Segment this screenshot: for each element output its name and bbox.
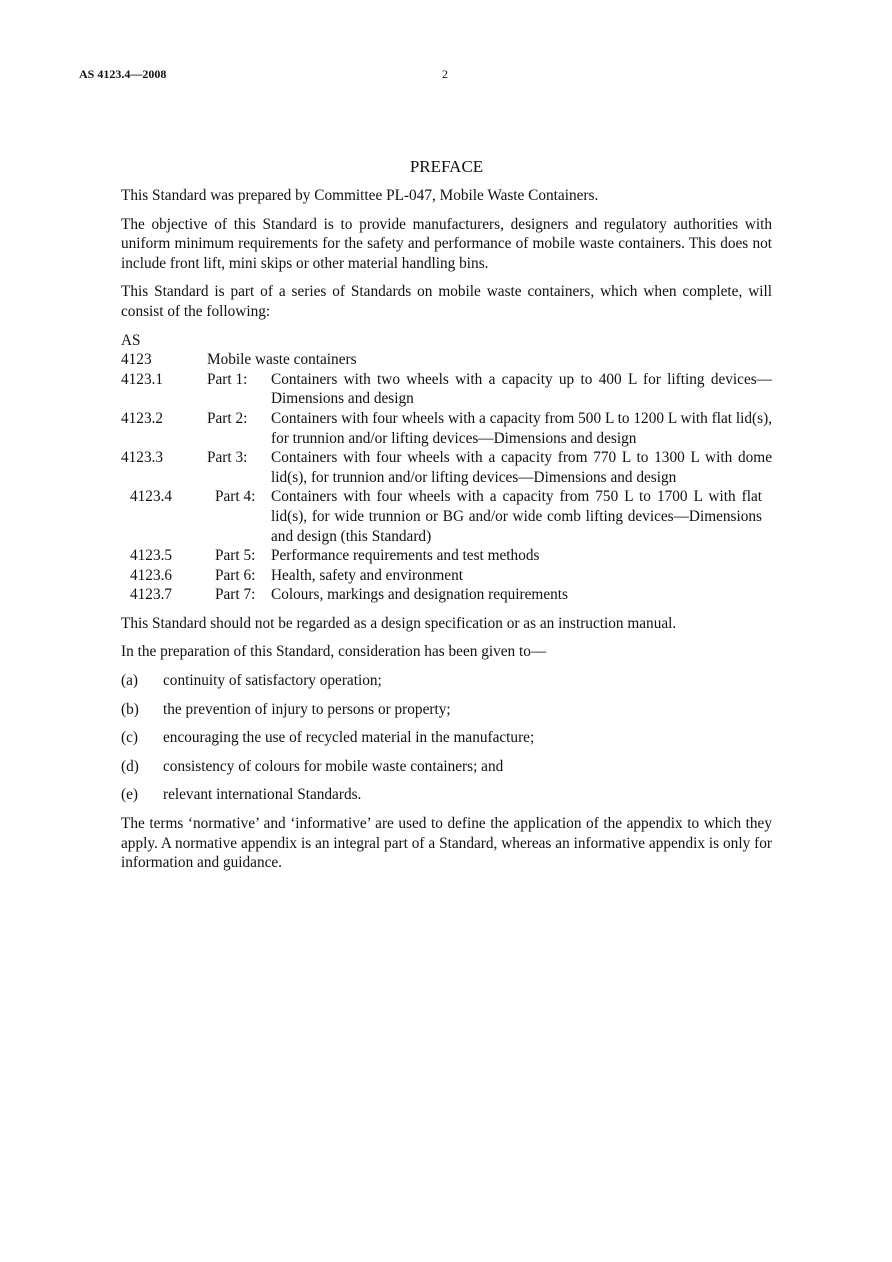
standard-description: Colours, markings and designation requirements	[271, 586, 568, 604]
standard-part: Part 1:	[207, 370, 248, 388]
list-item-label: (d)	[121, 757, 139, 775]
standard-description: Health, safety and environment	[271, 566, 463, 584]
list-item-text: the prevention of injury to persons or property;	[163, 700, 451, 718]
consideration-list	[121, 671, 772, 805]
list-item-label: (e)	[121, 786, 138, 804]
standard-number: 4123	[121, 351, 152, 369]
list-item-text: encouraging the use of recycled material in the manufacture;	[163, 729, 535, 747]
paragraph-objective: The objective of this Standard is to provide manufacturers, designers and regulatory authorities with uniform minimum requirements for the safety and performance of mobile waste containers. This does not include front lift, mini skips or other material handling bins.	[121, 215, 772, 272]
paragraph-consideration-intro: In the preparation of this Standard, consideration has been given to—	[121, 643, 547, 661]
standards-list	[121, 331, 772, 605]
standard-part: Part 6:	[215, 566, 256, 584]
standard-part: Part 7:	[215, 586, 256, 604]
standard-part: Part 2:	[207, 409, 248, 427]
standard-description: Containers with two wheels with a capacity up to 400 L for lifting devices—Dimensions and design	[271, 370, 772, 408]
standard-number: 4123.1	[121, 370, 164, 388]
standards-prefix: AS	[121, 331, 141, 349]
standard-row	[121, 546, 772, 566]
list-item	[121, 785, 772, 805]
standard-row	[121, 448, 772, 487]
list-item-text: consistency of colours for mobile waste containers; and	[163, 757, 504, 775]
standard-part: Part 3:	[207, 449, 248, 467]
standard-description: Containers with four wheels with a capacity from 750 L to 1700 L with flat lid(s), for wide trunnion or BG and/or wide comb lifting devices—Dimensions and design (this Standard)	[271, 488, 762, 545]
list-item-label: (a)	[121, 672, 138, 690]
list-item	[121, 700, 772, 720]
paragraph-committee: This Standard was prepared by Committee PL-047, Mobile Waste Containers.	[121, 187, 599, 204]
standard-description: Containers with four wheels with a capacity from 500 L to 1200 L with flat lid(s), for trunnion and/or lifting devices—Dimensions and design	[271, 409, 772, 447]
section-title: PREFACE	[409, 157, 484, 176]
standard-row	[121, 566, 772, 586]
standard-number: 4123.2	[121, 409, 164, 427]
standard-part: Part 5:	[215, 547, 256, 565]
standard-number: 4123.5	[130, 547, 173, 565]
standard-number: 4123.3	[121, 449, 164, 467]
standard-row	[121, 370, 772, 409]
list-item-text: relevant international Standards.	[163, 786, 362, 804]
list-item	[121, 757, 772, 777]
standard-number: 4123.4	[130, 488, 173, 506]
paragraph-appendix-terms: The terms ‘normative’ and ‘informative’ are used to define the application of the appendix to which they apply. A normative appendix is an integral part of a Standard, whereas an informative appendix is only for information and guidance.	[121, 815, 772, 872]
page-body	[121, 156, 772, 882]
paragraph-series: This Standard is part of a series of Standards on mobile waste containers, which when complete, will consist of the following:	[121, 283, 772, 320]
list-item-label: (c)	[121, 729, 138, 747]
standard-row	[121, 585, 772, 605]
list-item-text: continuity of satisfactory operation;	[163, 672, 382, 690]
standard-row	[121, 350, 772, 370]
standard-number: 4123.7	[130, 586, 173, 604]
document-id: AS 4123.4—2008	[79, 67, 167, 81]
standard-number: 4123.6	[130, 566, 173, 584]
list-item-label: (b)	[121, 700, 139, 718]
standard-part: Part 4:	[215, 488, 256, 506]
standard-row	[121, 409, 772, 448]
standard-description: Containers with four wheels with a capacity from 770 L to 1300 L with dome lid(s), for trunnion and/or lifting devices—Dimensions and design	[271, 449, 772, 486]
standard-description: Mobile waste containers	[207, 351, 357, 369]
list-item	[121, 728, 772, 748]
standard-row	[121, 487, 772, 546]
standard-description: Performance requirements and test methods	[271, 547, 540, 565]
page-number: 2	[442, 67, 448, 81]
list-item	[121, 671, 772, 691]
paragraph-not-specification: This Standard should not be regarded as a design specification or as an instruction manual.	[121, 614, 677, 632]
